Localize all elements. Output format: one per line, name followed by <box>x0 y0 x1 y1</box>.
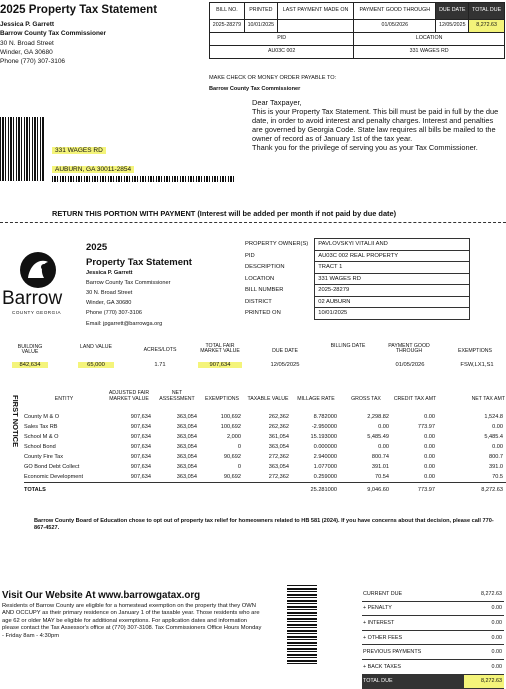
total-fmv-value: 907,634 <box>198 362 242 368</box>
tear-line <box>0 222 506 223</box>
table-cell <box>200 483 244 497</box>
tax-breakdown-table <box>24 378 506 497</box>
prop-label: LOCATION <box>245 275 275 282</box>
office-address-1: 30 N. Broad Street <box>0 40 54 47</box>
header-val-due-date: 12/05/2025 <box>436 20 469 33</box>
table-cell: 391.0 <box>489 464 503 470</box>
table-row <box>24 472 506 483</box>
header-val-last-payment <box>277 20 353 33</box>
homestead-info: Residents of Barrow County are eligible for a homestead exemption on the property that they OWN AND OCCUPY as their primary residence on January 1 of the taxable year. Those residents who are age 62 or older MAY be eligible for additional exemptions. For application dates and information please contact the Tax Assessor's office at (770) 307-3108. Tax Commissioners Office Hours Monday - Friday 8am - 4:30pm <box>2 603 262 639</box>
acres-value: 1.71 <box>154 362 166 368</box>
table-cell: 0.00 <box>424 474 435 480</box>
table-cell: 100,692 <box>220 414 241 420</box>
return-portion-notice: RETURN THIS PORTION WITH PAYMENT (Interest will be added per month if not paid by due date) <box>52 209 397 218</box>
land-value-label: LAND VALUE <box>80 344 112 350</box>
building-value-label: BUILDING VALUE <box>17 344 43 356</box>
entity-cell: GO Bond Debt Collect <box>24 464 80 470</box>
tax-col-adj-fmv: ADJUSTED FAIR MARKET VALUE <box>108 390 150 402</box>
table-cell: 907,634 <box>130 454 151 460</box>
table-cell: 0.000000 <box>313 444 337 450</box>
table-cell <box>244 483 292 497</box>
summary-row <box>362 659 504 674</box>
summary-value: 0.00 <box>464 630 504 645</box>
entity-cell: Economic Development <box>24 474 84 480</box>
prop-value: PAVLOVSKYI VITALII AND <box>315 239 470 251</box>
table-cell: 2.940000 <box>313 454 337 460</box>
summary-row <box>362 630 504 645</box>
table-cell: 0.00 <box>378 424 389 430</box>
prop-value: 331 WAGES RD <box>315 273 470 285</box>
prop-label: PID <box>245 252 255 259</box>
commissioner-name: Jessica P. Garrett <box>0 21 55 28</box>
table-cell: 0.00 <box>492 424 503 430</box>
total-gross-tax: 9,046.60 <box>367 486 389 493</box>
table-cell: 272,362 <box>268 474 289 480</box>
table-cell: 363,054 <box>176 444 197 450</box>
first-notice-label: FIRST NOTICE <box>11 395 20 448</box>
summary-label: PREVIOUS PAYMENTS <box>362 645 464 660</box>
summary-row-total <box>362 674 504 689</box>
billing-date-label: BILLING DATE <box>330 343 366 349</box>
tax-col-credit: CREDIT TAX AMT <box>393 395 437 402</box>
office-name: Barrow County Tax Commissioner <box>0 30 107 37</box>
prop-label: PRINTED ON <box>245 310 281 317</box>
summary-label: CURRENT DUE <box>362 587 464 601</box>
good-through-value: 01/05/2026 <box>395 362 425 368</box>
summary-label: + OTHER FEES <box>362 630 464 645</box>
tax-col-millage: MILLAGE RATE <box>297 395 335 402</box>
table-cell: 363,054 <box>176 424 197 430</box>
table-cell: 1,524.8 <box>484 414 503 420</box>
prop-value: 10/01/2025 <box>315 308 470 320</box>
postal-barcode <box>52 176 235 182</box>
table-cell: 1.077000 <box>313 464 337 470</box>
header-col-good-through: PAYMENT GOOD THROUGH <box>354 3 436 20</box>
tax-col-exemptions: EXEMPTIONS <box>204 395 239 402</box>
page-title: 2025 Property Tax Statement <box>0 4 158 16</box>
table-cell: 0.259000 <box>313 474 337 480</box>
table-cell: 363,054 <box>176 454 197 460</box>
table-cell: 70.5 <box>492 474 503 480</box>
location-value: 331 WAGES RD <box>354 46 505 59</box>
table-cell: 363,054 <box>176 464 197 470</box>
total-fmv-label: TOTAL FAIR MARKET VALUE <box>200 343 240 355</box>
entity-cell: Sales Tax RB <box>24 424 58 430</box>
due-date-value: 12/05/2025 <box>270 362 300 368</box>
building-value: 842,634 <box>12 362 48 368</box>
exemptions-value: FSW,LX1,S1 <box>460 362 494 368</box>
totals-label: TOTALS <box>24 486 46 493</box>
table-cell: 361,054 <box>268 434 289 440</box>
header-val-good-through: 01/05/2026 <box>354 20 436 33</box>
table-cell: 907,634 <box>130 474 151 480</box>
mid-address-1: 30 N. Broad Street <box>86 290 133 296</box>
pid-value: AU03C 002 <box>210 46 354 59</box>
table-cell: 391.01 <box>371 464 389 470</box>
mid-office-name: Barrow County Tax Commissioner <box>86 280 171 286</box>
mid-year: 2025 <box>86 242 108 253</box>
table-cell: 907,634 <box>130 414 151 420</box>
table-cell: 100,692 <box>220 424 241 430</box>
tax-col-net-assessment: NET ASSESSMENT <box>159 390 195 402</box>
table-cell: 907,634 <box>130 424 151 430</box>
table-cell: 0.00 <box>424 454 435 460</box>
totals-row <box>24 483 506 497</box>
summary-value: 0.00 <box>464 616 504 631</box>
tax-col-gross: GROSS TAX <box>351 395 381 402</box>
table-cell: 0.00 <box>424 464 435 470</box>
table-row <box>24 452 506 462</box>
table-cell: 800.7 <box>489 454 503 460</box>
summary-value: 0.00 <box>464 659 504 674</box>
pid-label: PID <box>210 33 354 46</box>
header-col-printed: PRINTED <box>244 3 277 20</box>
summary-label: + INTEREST <box>362 616 464 631</box>
acres-label: ACRES/LOTS <box>143 347 177 353</box>
mid-commissioner-name: Jessica P. Garrett <box>86 270 133 276</box>
table-cell: 773.97 <box>417 424 435 430</box>
prop-value: TRACT 1 <box>315 262 470 274</box>
table-cell: 907,634 <box>130 434 151 440</box>
prop-label: DISTRICT <box>245 298 272 305</box>
table-cell: 2,298.82 <box>367 414 389 420</box>
office-phone: Phone (770) 307-3106 <box>0 58 66 65</box>
payment-summary-table <box>362 587 504 689</box>
table-row <box>24 412 506 422</box>
summary-row <box>362 616 504 631</box>
total-credit: 773.97 <box>417 486 435 493</box>
summary-total-value: 8,272.63 <box>464 674 504 689</box>
summary-value: 0.00 <box>464 645 504 660</box>
office-address-2: Winder, GA 30680 <box>0 49 53 56</box>
website-title: Visit Our Website At www.barrowgatax.org <box>2 590 201 601</box>
property-info-table <box>244 238 470 320</box>
header-val-printed: 10/01/2025 <box>244 20 277 33</box>
logo-subtitle: COUNTY GEORGIA <box>12 310 62 315</box>
table-cell: 363,054 <box>268 444 289 450</box>
mid-address-2: Winder, GA 30680 <box>86 300 132 306</box>
summary-row <box>362 645 504 660</box>
header-val-total-due: 8,272.63 <box>469 20 505 33</box>
due-date-label: DUE DATE <box>272 348 298 354</box>
table-cell: 15.193000 <box>310 434 337 440</box>
prop-label: BILL NUMBER <box>245 287 284 294</box>
prop-value: 2025-28279 <box>315 285 470 297</box>
logo-emblem-icon <box>18 250 58 290</box>
total-net-tax: 8,272.63 <box>481 486 503 493</box>
table-cell: 2,000 <box>227 434 241 440</box>
table-cell: 0.00 <box>378 444 389 450</box>
header-col-total-due: TOTAL DUE <box>469 3 505 20</box>
side-barcode-image <box>287 585 317 665</box>
summary-row <box>362 587 504 601</box>
header-col-bill-no: BILL NO. <box>210 3 245 20</box>
bill-header-table <box>209 2 505 59</box>
entity-cell: County Fire Tax <box>24 454 64 460</box>
header-col-last-payment: LAST PAYMENT MADE ON <box>277 3 353 20</box>
table-cell: 70.54 <box>375 474 389 480</box>
entity-cell: County M & O <box>24 414 60 420</box>
payable-to-label: MAKE CHECK OR MONEY ORDER PAYABLE TO: <box>209 75 337 81</box>
table-cell: 5,485.49 <box>367 434 389 440</box>
summary-value: 8,272.63 <box>464 587 504 601</box>
tax-col-net: NET TAX AMT <box>471 395 505 402</box>
table-cell <box>154 483 200 497</box>
prop-label: PROPERTY OWNER(S) <box>245 241 309 248</box>
table-cell: 5,485.4 <box>484 434 503 440</box>
entity-cell: School M & O <box>24 434 59 440</box>
barrow-county-logo <box>2 250 80 320</box>
table-row <box>24 462 506 472</box>
prop-value: AU03C 002 REAL PROPERTY <box>315 250 470 262</box>
table-cell: 0.00 <box>492 444 503 450</box>
table-row <box>24 422 506 432</box>
mail-address-line2: AUBURN, GA 30011-2854 <box>52 166 134 173</box>
table-cell: 8.782000 <box>313 414 337 420</box>
summary-row <box>362 601 504 616</box>
table-cell: 0.00 <box>424 444 435 450</box>
tax-col-entity: ENTITY <box>54 395 74 402</box>
table-cell: 262,362 <box>268 424 289 430</box>
table-cell: 0 <box>237 464 241 470</box>
good-through-label: PAYMENT GOOD THROUGH <box>388 343 430 355</box>
exemptions-label: EXEMPTIONS <box>457 348 492 354</box>
table-cell: 0.00 <box>424 414 435 420</box>
table-cell: 363,054 <box>176 474 197 480</box>
barcode-image <box>0 117 45 181</box>
letter-greeting: Dear Taxpayer, <box>252 98 302 107</box>
table-row <box>24 432 506 442</box>
table-cell: 907,634 <box>130 444 151 450</box>
mid-phone: Phone (770) 307-3106 <box>86 310 142 316</box>
tax-col-taxable: TAXABLE VALUE <box>247 395 289 402</box>
summary-label: + PENALTY <box>362 601 464 616</box>
mid-title: Property Tax Statement <box>86 257 192 268</box>
mid-email: Email: jpgarrett@barrowga.org <box>86 321 163 327</box>
table-cell: 363,054 <box>268 464 289 470</box>
header-val-bill-no: 2025-28279 <box>210 20 245 33</box>
table-cell: 272,362 <box>268 454 289 460</box>
table-cell: -2.950000 <box>311 424 337 430</box>
summary-label: + BACK TAXES <box>362 659 464 674</box>
summary-total-label: TOTAL DUE <box>362 674 464 689</box>
entity-cell: School Bond <box>24 444 56 450</box>
table-cell: 800.74 <box>371 454 389 460</box>
land-value: 65,000 <box>78 362 114 368</box>
letter-body: This is your Property Tax Statement. This bill must be paid in full by the due date, in order to avoid interest and penalty charges. Interest and penalties are governed by Georgia Code. State law requires all bills be mailed to the owner of record as of January 1st of the tax year. <box>252 107 499 144</box>
table-cell <box>104 483 154 497</box>
prop-value: 02 AUBURN <box>315 296 470 308</box>
summary-value: 0.00 <box>464 601 504 616</box>
payee-name: Barrow County Tax Commissioner <box>209 86 301 92</box>
header-col-due-date: DUE DATE <box>436 3 469 20</box>
table-cell: 0 <box>237 444 241 450</box>
total-millage: 25.281000 <box>310 486 337 493</box>
table-cell: 262,362 <box>268 414 289 420</box>
table-row <box>24 442 506 452</box>
table-cell: 0.00 <box>424 434 435 440</box>
table-cell: 90,692 <box>223 454 241 460</box>
table-cell: 90,692 <box>223 474 241 480</box>
location-label: LOCATION <box>354 33 505 46</box>
letter-thanks: Thank you for the privilege of serving you as your Tax Commissioner. <box>252 143 478 153</box>
table-cell: 907,634 <box>130 464 151 470</box>
table-cell: 363,054 <box>176 414 197 420</box>
logo-wordmark: Barrow <box>2 288 63 309</box>
table-cell: 363,054 <box>176 434 197 440</box>
prop-label: DESCRIPTION <box>245 264 285 271</box>
school-board-note: Barrow County Board of Education chose to opt out of property tax relief for homeowners related to HB 581 (2024). If you have concerns about that decision, please call 770-867-4527. <box>34 518 494 531</box>
mail-address-line1: 331 WAGES RD <box>52 147 106 154</box>
taxpayer-letter <box>252 98 502 152</box>
